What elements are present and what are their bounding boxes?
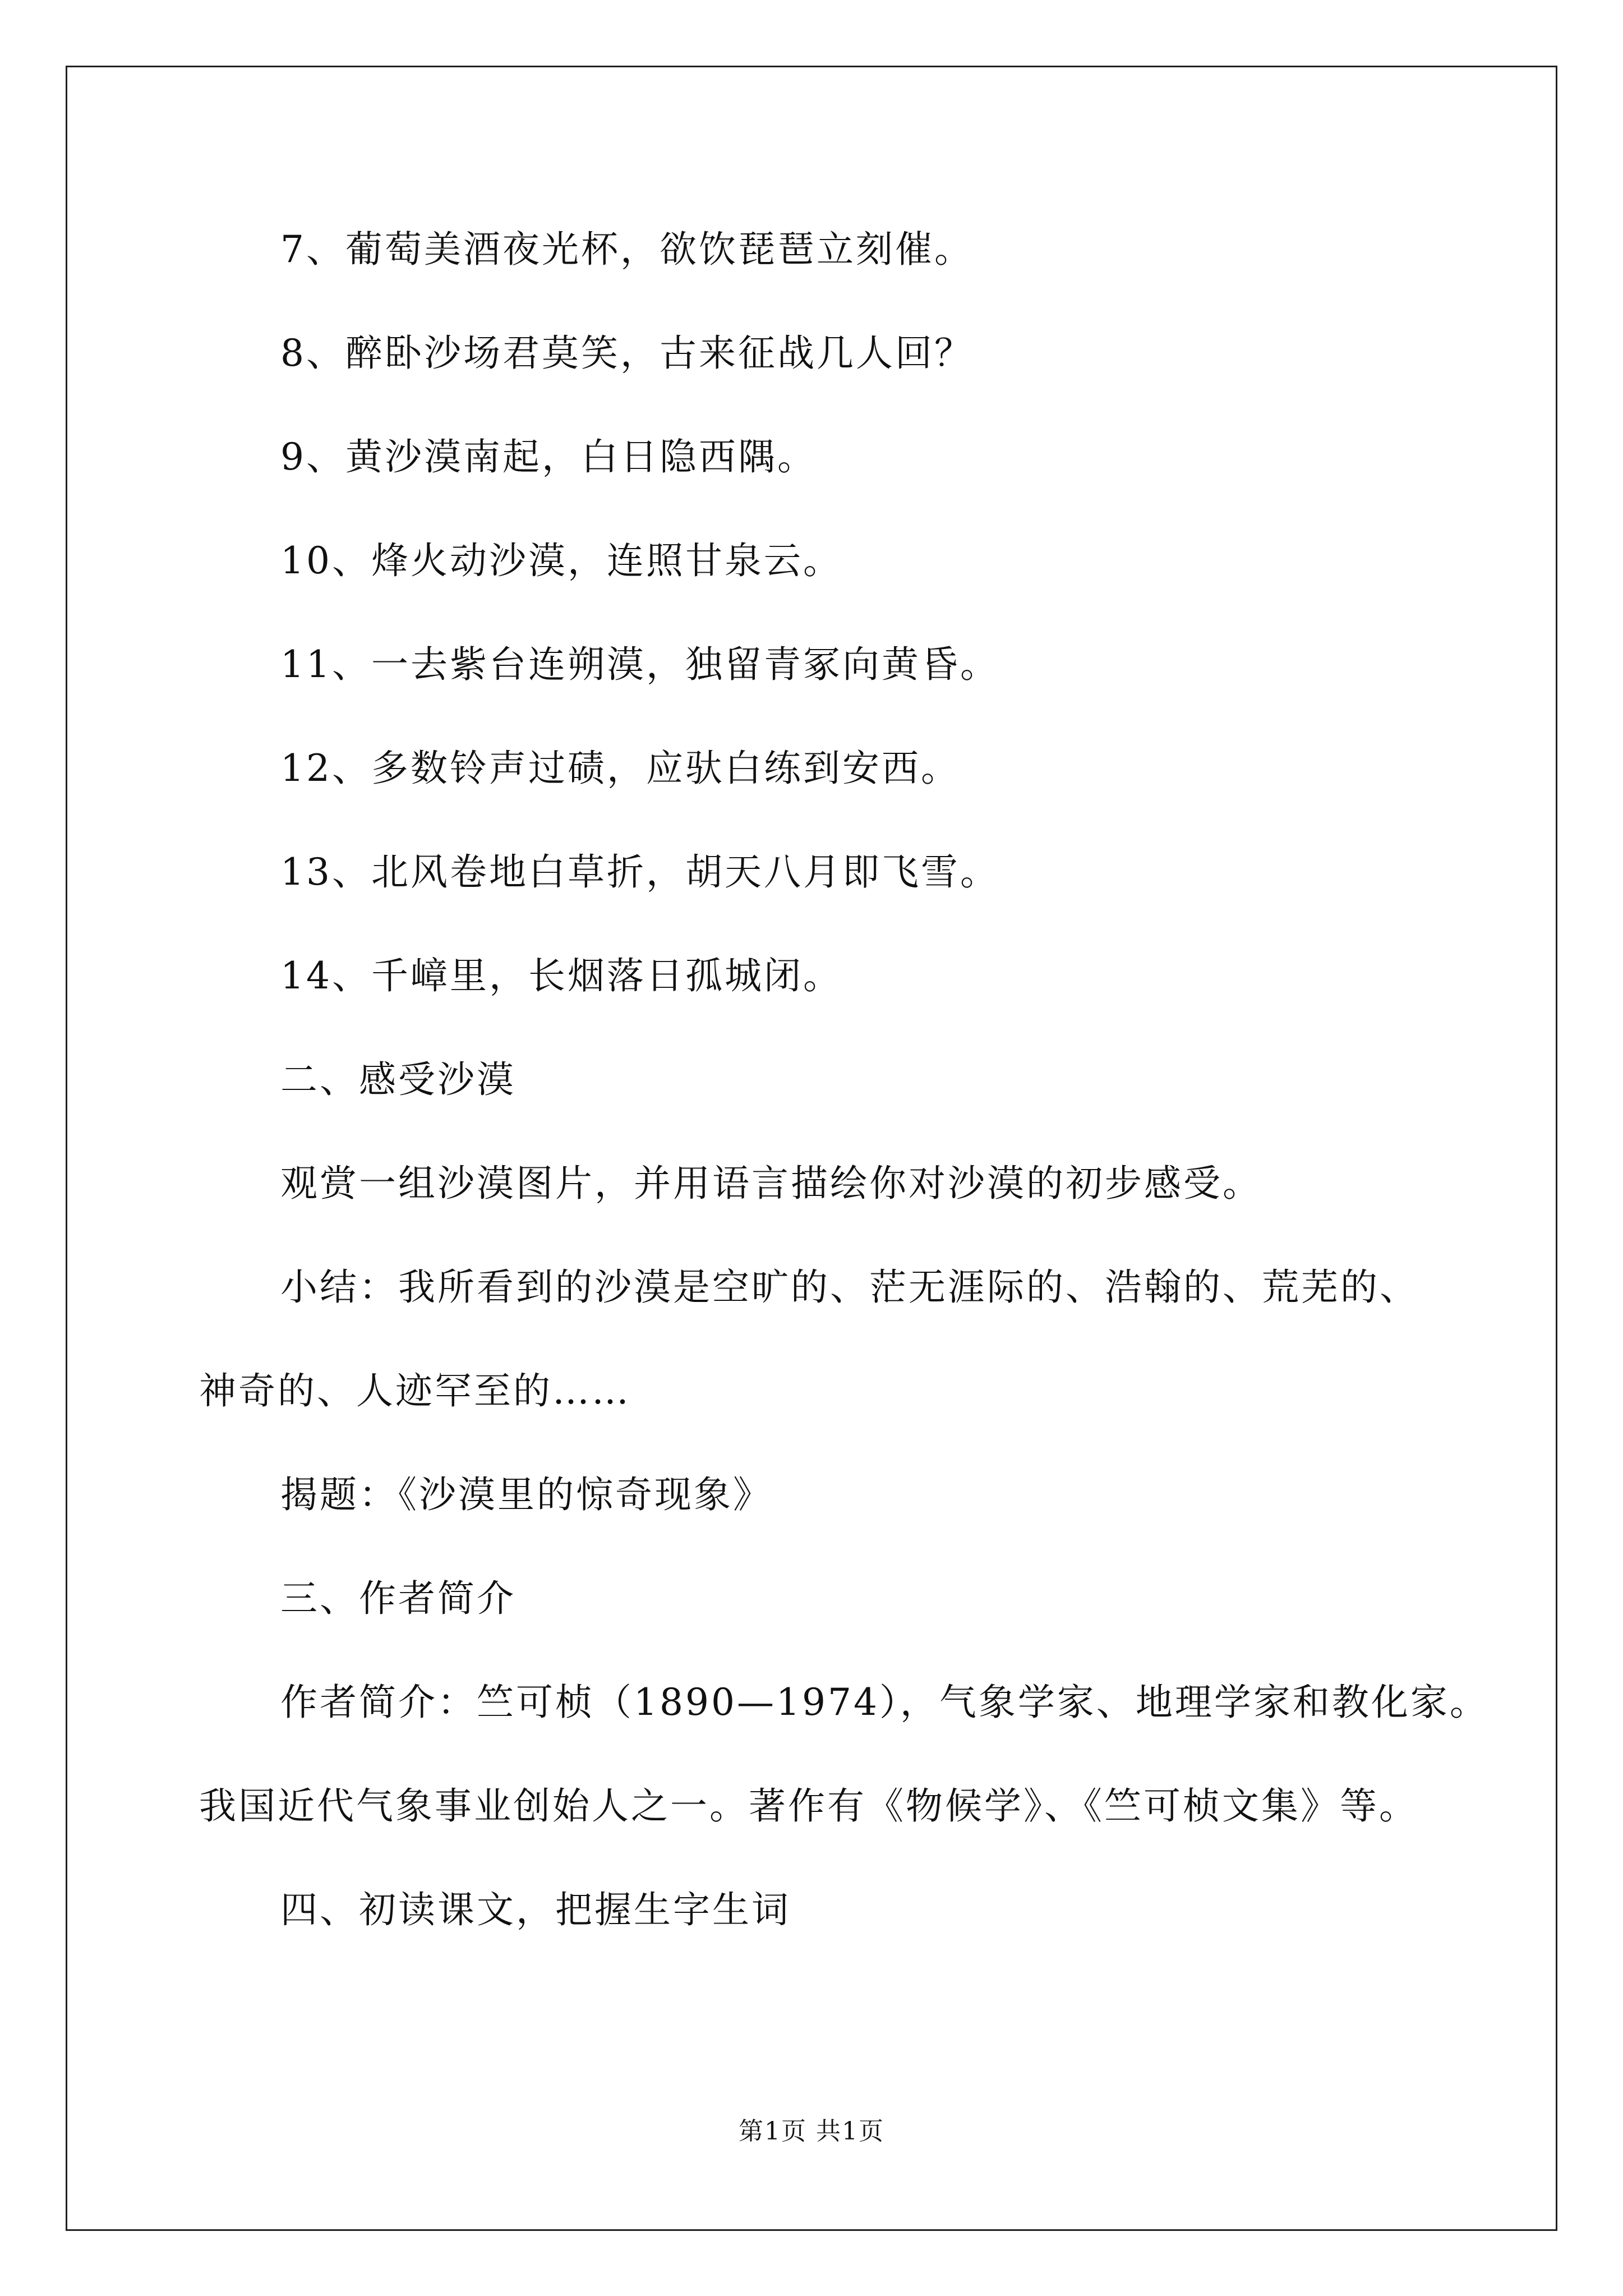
poem-line-8: 8、醉卧沙场君莫笑，古来征战几人回？ <box>280 332 974 375</box>
poem-line-13: 13、北风卷地白草折，胡天八月即飞雪。 <box>280 850 999 894</box>
poem-line-10: 10、烽火动沙漠，连照甘泉云。 <box>280 539 842 582</box>
section-heading-3: 三、作者简介 <box>280 1577 516 1620</box>
poem-line-7: 7、葡萄美酒夜光杯，欲饮琵琶立刻催。 <box>280 228 974 271</box>
paragraph-summary-cont: 神奇的、人迹罕至的…… <box>199 1369 631 1412</box>
poem-line-11: 11、一去紫台连朔漠，独留青冢向黄昏。 <box>280 643 999 686</box>
paragraph-observe: 观赏一组沙漠图片，并用语言描绘你对沙漠的初步感受。 <box>280 1162 1262 1205</box>
section-heading-4: 四、初读课文，把握生字生词 <box>280 1888 791 1931</box>
paragraph-summary: 小结：我所看到的沙漠是空旷的、茫无涯际的、浩翰的、荒芜的、 <box>280 1266 1419 1309</box>
paragraph-author-cont: 我国近代气象事业创始人之一。著作有《物候学》、《竺可桢文集》等。 <box>199 1784 1418 1828</box>
poem-line-12: 12、多数铃声过碛，应驮白练到安西。 <box>280 747 960 790</box>
section-heading-2: 二、感受沙漠 <box>280 1058 516 1101</box>
paragraph-topic: 揭题：《沙漠里的惊奇现象》 <box>280 1473 772 1516</box>
paragraph-author: 作者简介：竺可桢（1890—1974），气象学家、地理学家和教化家。 <box>280 1681 1489 1724</box>
poem-line-14: 14、千嶂里，长烟落日孤城闭。 <box>280 954 842 997</box>
page-footer: 第1页 共1页 <box>739 2117 884 2146</box>
poem-line-9: 9、黄沙漠南起，白日隐西隅。 <box>280 435 817 478</box>
